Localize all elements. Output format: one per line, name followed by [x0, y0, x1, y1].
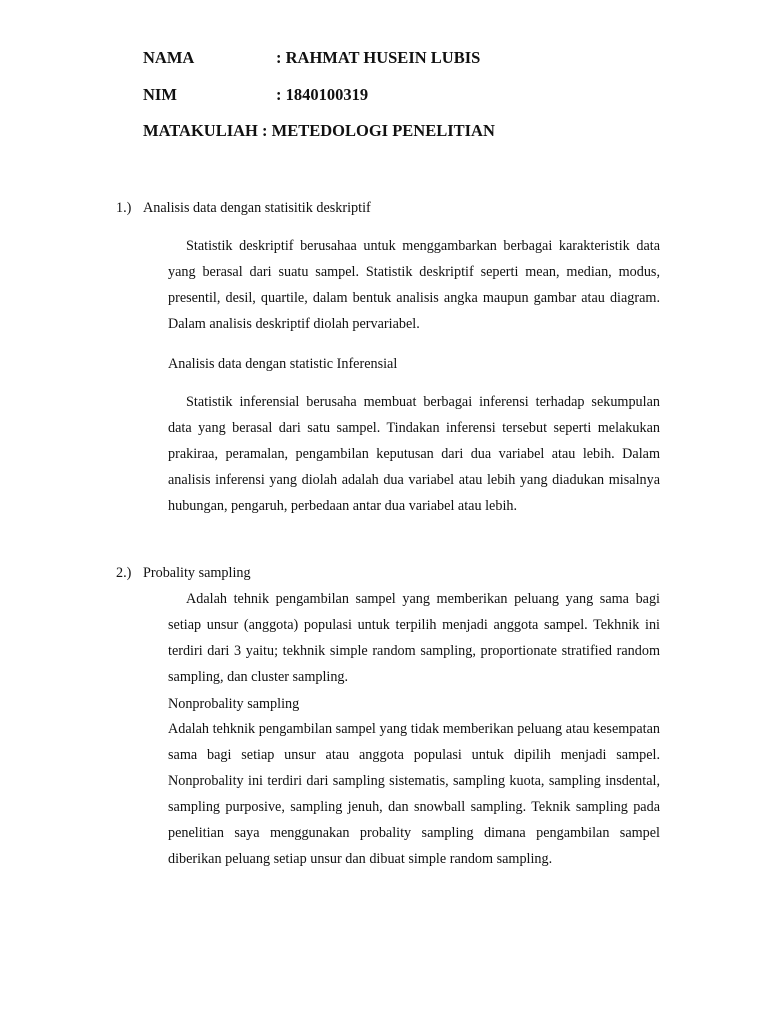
- nim-value: : 1840100319: [276, 85, 369, 104]
- course-row: [143, 121, 495, 141]
- section1-number: 1.): [116, 200, 132, 216]
- course-value: : METEDOLOGI PENELITIAN: [262, 121, 495, 140]
- name-row: [143, 48, 480, 68]
- section2-paragraph2: Adalah tehknik pengambilan sampel yang tidak memberikan peluang atau kesempatan sama bagi setiap unsur atau anggota populasi untuk dipilih menjadi sampel. Nonprobality ini terdiri dari sampling sistematis, sampling kuota, sampling insdental, sampling purposive, sampling jenuh, dan snowball sampling. Teknik sampling pada penelitian saya menggunakan probality sampling dimana pengambilan sampel diberikan peluang setiap unsur dan dibuat simple random sampling.: [168, 721, 660, 867]
- section1-paragraph1: Statistik deskriptif berusahaa untuk menggambarkan berbagai karakteristik data yang berasal dari suatu sampel. Statistik deskriptif seperti mean, median, modus, presentil, desil, quartile, dalam bentuk analisis angka maupun gambar atau diagram. Dalam analisis deskriptif diolah pervariabel.: [168, 238, 660, 332]
- course-label: MATAKULIAH: [143, 121, 258, 140]
- section1-heading: Analisis data dengan statisitik deskriptif: [143, 200, 371, 216]
- section2-heading: Probality sampling: [143, 565, 251, 581]
- section2-subheading: Nonprobality sampling: [168, 696, 300, 712]
- nim-row: [143, 85, 368, 105]
- section1-subheading: Analisis data dengan statistic Inferensial: [168, 356, 398, 372]
- name-label: NAMA: [143, 48, 195, 67]
- section1-paragraph2: Statistik inferensial berusaha membuat berbagai inferensi terhadap sekumpulan data yang berasal dari satu sampel. Tindakan inferensi tersebut seperti melakukan prakiraa, peramalan, pengambilan keputusan dari dua variabel atau lebih. Dalam analisis inferensi yang diolah adalah dua variabel atau lebih yang diadukan misalnya hubungan, pengaruh, perbedaan antar dua variabel atau lebih.: [168, 394, 660, 514]
- section2-paragraph1: Adalah tehnik pengambilan sampel yang memberikan peluang yang sama bagi setiap unsur (anggota) populasi untuk terpilih menjadi anggota sampel. Tekhnik ini terdiri dari 3 yaitu; tekhnik simple random sampling, proportionate stratified random sampling, dan cluster sampling.: [168, 591, 660, 685]
- nim-label: NIM: [143, 85, 177, 104]
- section2-number: 2.): [116, 565, 132, 581]
- name-value: : RAHMAT HUSEIN LUBIS: [276, 48, 481, 67]
